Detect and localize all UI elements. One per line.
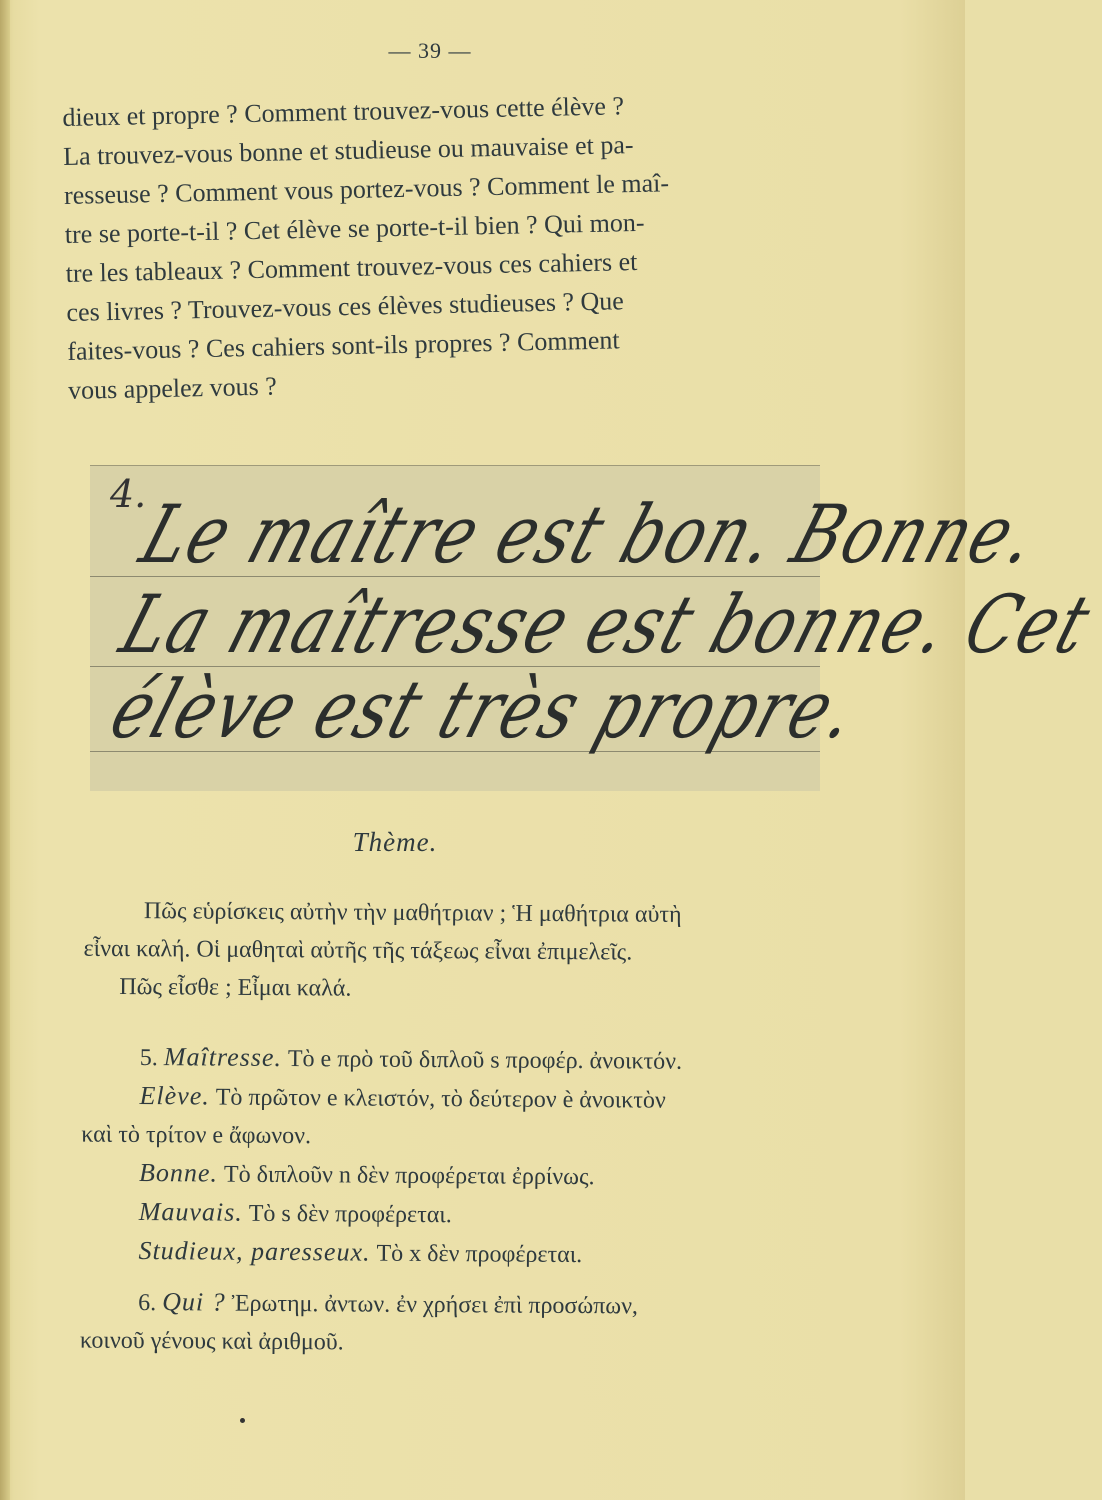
note-word: Elève. — [139, 1080, 210, 1111]
note-text: Τὸ πρῶτον e κλειστόν, τὸ δεύτερον è ἀνοικτὸν — [215, 1084, 666, 1114]
paragraph-line: faites-vous ? Ces cahiers sont-ils propres ? Comment — [67, 325, 620, 366]
note-line — [80, 1322, 878, 1366]
handwriting-line: Le maître est bon. Bonne. — [130, 489, 1050, 582]
paragraph-line: La trouvez-vous bonne et studieuse ou mauvaise et pa- — [62, 130, 634, 171]
ink-speck — [240, 1418, 245, 1423]
note-text: Ἐρωτημ. ἀντων. ἐν χρήσει ἐπὶ προσώπων, — [231, 1290, 639, 1320]
note-line — [138, 1232, 878, 1276]
page-spine-shadow — [0, 0, 10, 1500]
paragraph-line: tre les tableaux ? Comment trouvez-vous ces cahiers et — [65, 246, 638, 288]
handwriting-line: La maîtresse est bonne. Cet — [110, 579, 1102, 672]
note-text: Τὸ e πρὸ τοῦ διπλοῦ s προφέρ. ἀνοικτόν. — [287, 1046, 683, 1075]
paragraph-line: ces livres ? Trouvez-vous ces élèves studieuses ? Que — [66, 286, 625, 327]
note-text: Τὸ x δὲν προφέρεται. — [376, 1240, 583, 1269]
note-line — [81, 1116, 879, 1160]
note-word: Mauvais. — [138, 1196, 243, 1227]
note-number: 5. — [139, 1044, 158, 1072]
note-line — [139, 1193, 879, 1237]
note-word: Maîtresse. — [163, 1042, 283, 1072]
exercise-paragraph — [62, 82, 838, 410]
paragraph-line: dieux et propre ? Comment trouvez-vous cette élève ? — [62, 91, 625, 132]
note-text: Τὸ διπλοῦν n δὲν προφέρεται ἐρρίνως. — [223, 1161, 595, 1191]
note-text: κοινοῦ γένους καὶ ἀριθμοῦ. — [79, 1327, 344, 1356]
greek-theme-text — [83, 892, 860, 1011]
greek-line: Πῶς εἶσθε ; Εἶμαι καλά. — [119, 973, 352, 1002]
paragraph-line: resseuse ? Comment vous portez-vous ? Comment le maî- — [63, 168, 670, 210]
paragraph-line: tre se porte-t-il ? Cet élève se porte-t-il bien ? Qui mon- — [64, 207, 645, 249]
pronunciation-notes — [79, 1038, 880, 1365]
note-line — [140, 1038, 880, 1082]
note-text: Τὸ s δὲν προφέρεται. — [248, 1200, 452, 1229]
note-line — [138, 1283, 878, 1327]
note-line — [139, 1154, 879, 1198]
greek-line: εἶναι καλή. Οἱ μαθηταὶ αὐτῆς τῆς τάξεως εἶναι ἐπιμελεῖς. — [83, 935, 633, 966]
section-title: Thème. — [352, 827, 438, 857]
page-number: — 39 — — [388, 38, 472, 63]
note-text: καὶ τὸ τρίτον e ἄφωνον. — [81, 1121, 312, 1150]
handwriting-line: élève est très propre. — [100, 664, 869, 757]
greek-line: Πῶς εὑρίσκεις αὐτὴν τὴν μαθήτριαν ; Ἡ μαθήτρια αὐτὴ — [143, 898, 682, 928]
note-word: Studieux, paresseux. — [138, 1235, 371, 1267]
note-line — [139, 1077, 879, 1121]
note-word: Bonne. — [138, 1157, 219, 1188]
note-word: Qui ? — [162, 1287, 226, 1317]
note-number: 6. — [138, 1289, 157, 1317]
handwriting-specimen — [90, 465, 1102, 791]
paragraph-line: vous appelez vous ? — [67, 371, 278, 405]
specimen-number: 4. — [110, 472, 147, 516]
